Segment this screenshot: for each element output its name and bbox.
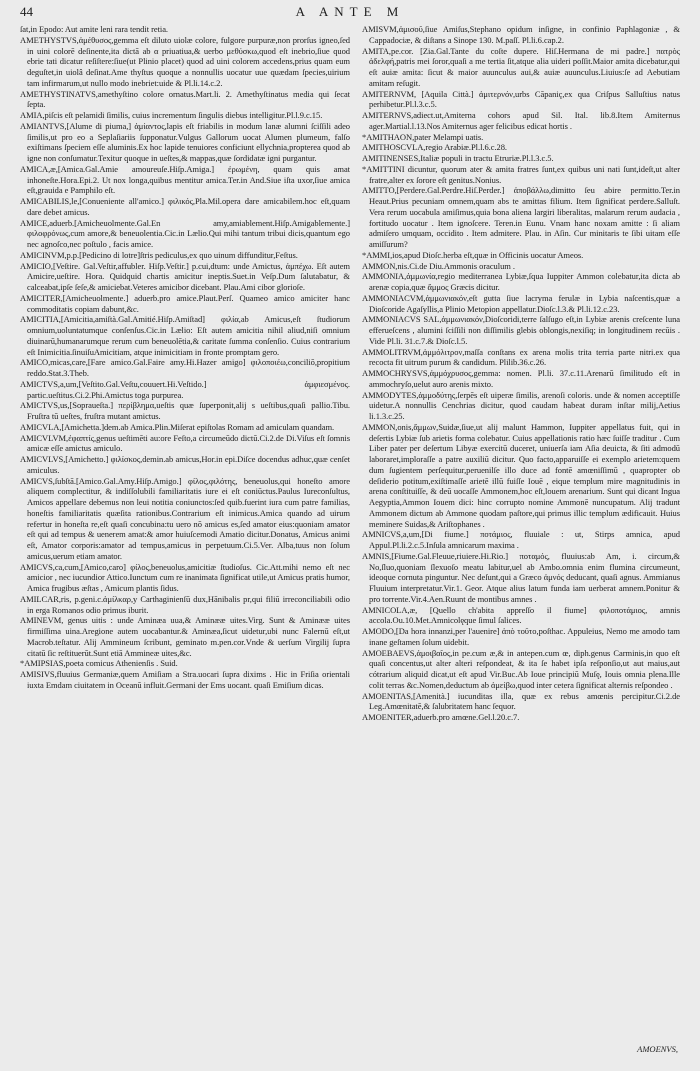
right-column: [362, 24, 680, 1038]
dictionary-entry: AMITERNVM, [Aquila Città.] ἀμιτερνόν,urbs Cāpaniç,ex qua Criſpus Salluſtius natus perhibetur.Pl.l.3.c.5.: [362, 88, 680, 110]
dictionary-entry: AMICITIA,[Amicitia,amiſtà.Gal.Amitié.Hiſp.Amiſtad] φιλία,ab Amicus,eſt ſtudiorum omnium,uoluntatumque conſenſus.Cic.in Lælio: Eſt autem amicitia nihil aliud,niſi omnium diuinarū,humanarumque rerum cum beneuolētia,& caritate ſumma conſenſio. Cuius contrarium eſt Inimicitia.ſinuiſuAmicitiam, atque inimicitiam in fronte promptam gero.: [20, 314, 350, 357]
dictionary-entry: AMMONIACVS SAL,ἀμμωνιακόν,Dioſcoridi,terre ſalſugo eſt,in Lybiæ arenis creſcente luna efferueſcens , alumini ſciſſili non diſſimilis glebis oblongis,nexiſiq; in longitudinem recūis . Vide Pl.li. 31.c.7.& Dioſc.l.5.: [362, 314, 680, 346]
dictionary-entry: AMNIS,[Fiume.Gal.Fleuue,riuiere.Hi.Rio.] ποταμός, fluuius:ab Am, i. circum,& No,ſluo,quoniam ſlexuoſo meatu labitur,uel ab Ambo.omnia enim flumina circumeunt, ideoque cornuta pinguntur. Nec deſunt,qui a Græco ἀμνός deducant, quaſi agnus. Ammianus Fluuium interpretatur.Vir.1. Geor. Atque alius latum funda iam uerberat amnem.Ponitur & pro torrente.Vir.4.Aen.Ruunt de montibus amnes .: [362, 550, 680, 604]
dictionary-entry: AMIA,piſcis eſt pelamidi ſimilis, cuius incrementum ſingulis diebus intelligitur.Pl.l.9.c.15.: [20, 110, 323, 120]
dictionary-entry: AMMOLITRVM,ἀμμόλιτρον,maſſa conſtans ex arena molis trita terria parte nitri.ex qua recocta fit uitrum purum & candidum. Plilib.36.c.26.: [362, 346, 680, 368]
dictionary-entry: *AMIPSIAS,poeta comicus Athenienſis . Suid.: [20, 658, 178, 669]
dictionary-entry: AMICVS,ca,cum,[Amico,caro] φίλος,beneuolus,amicitiæ ſtudioſus. Cic.Att.mihi nemo eſt nec amicior , nec iucundior Attico.Iunctum cum re inanimata ſignificat utile,ut Amicus pratis humor, Amica frugibus æſtas , Amicum plantis ſidus.: [20, 561, 350, 593]
dictionary-entry: AMITHOSCVLA,regio Arabiæ.Pl.l.6.c.28.: [362, 142, 508, 153]
running-head: A ANTE M: [295, 4, 405, 19]
dictionary-entry: AMICABILIS,le,[Conueniente all'amico.] φιλικός,Pla.Mil.opera dare amicabilem.hoc eſt,quam dare debet amicus.: [20, 196, 350, 217]
dictionary-entry: AMMON,nis.Ci.de Diu.Ammonis oraculum .: [362, 260, 515, 271]
dictionary-entry: AMICTVS,a,um,[Veſtito.Gal.Veſtu,couuert.Hi.Veſtido.] ἀμφιεσμένος. partic.ueſtitus.Ci.2.Phi.Amictus toga purpurea.: [20, 378, 350, 400]
dictionary-entry: AMOEBAEVS,ἀμοιβαῖος,in pe.cum æ,& in antepen.cum œ, diph.genus Carminis,in quo eſt quaſi concentus,ut alter alteri reſpondeat, & ita ſe habet ipſa reſponſio,ut aut maius,aut cótrarium aliquid dicat,ut eſt apud Vir.Buc.Ab Ioue principiū Muſę, Iouis omnia plena.Ille colit terras &c.Nomen,deductum ab ἀμείβω,quod inter cetera ſignificat alternis reſpondeo .: [362, 647, 680, 690]
dictionary-entry: AMICTVS,us,[Sopraueſta.] περίβλημα,ueſtis quæ ſuperponit,alij s ueſtibus,quaſi pallio.Tibu. Fruſtra tū ueſtes, fruſtra mutant amictus.: [20, 400, 350, 421]
dictionary-entry: AMILCAR,ris, p.geni.c.ἀμίλκαρ,y Carthaginienſū dux,Hānibalis pr,qui filiū irreconciliabili odio in erga Romanos odio primus iburit.: [20, 593, 350, 615]
dictionary-entry: AMMON,onis,ἄμμων,Suidæ,ſiue,ut alij malunt Hammon, Iuppiter appellatus fuit, qui in deſertis Lybiæ ſub arietis forma colebatur. Cuius appellationis ratio hæc ſuiſſe traditur . Cum Liber pater per deſertum Libyæ exercitū duceret, uniuerſa iam Aſia deuicta, & ſiti admodū laboraret,imploraſſe a patre auxiliū dicitur. Quo facto,apparuiſſe ei exemplo arietem:quem dum ſugientem perſequitur,peruenilſe illo duce ad fontē amœniſſimū , quapropter ob deſiderio potitum,exiſtimaſſe arietē illū fuiſſe Iouē , eique templum mire magnitudinis in arena conſtituiſſe, & deū uocaſſe Ammonem,hoc eſt,louem arenarium. Sunt qui dicant Ingua Aegyptia,Ammon Iouem dici: hinc corrupto nomine Ammonē nuncupatum. Alij tradunt Ammonem dictum ab Ammone quodam paſtore,qui primus illic templum ædificauit. Huius meminere Suidas,& Ariſtophanes .: [362, 421, 680, 529]
dictionary-entry: AMITINENSES,Italiæ populi in tractu Etruriæ.Pl.l.3.c.5.: [362, 153, 554, 163]
dictionary-entry: AMMODYTES,ἀμμοδύτης,ſerpēs eſt uiperæ ſimilis, arenoſi coloris. unde & nomen acceptiſſe uidetur.A nonnullis Cenchrias dicitur, quod caudam habeat duram inſtar milij,Aetius li.1.3.c.25.: [362, 389, 680, 421]
dictionary-entry: AMICITER,[Amicheuolmente.] aduerb.pro amice.Plaut.Perſ. Quameo amico amiciter hanc commoditatis copiam dabunt,&c.: [20, 292, 350, 314]
dictionary-entry: AMICA,æ,[Amica.Gal.Amie amoureuſe.Hiſp.Amiga.] ἐρωμένη, quam quis amat inhoneſte.Hora.Epi.2. Ut nox longa,quibus mentitur amica.Ter.in And.Siue iſta uxor,ſiue amica eſt,grauida e Pamphilo eſt.: [20, 163, 350, 196]
left-column: [20, 24, 350, 1038]
dictionary-entry: ſat,in Epodo: Aut amite leni rara tendit retia.: [20, 24, 169, 34]
page-header: [20, 4, 680, 20]
dictionary-entry: AMETHYSTVS,ἀμέθυσος,gemma eſt diluto uiolæ colore, fulgore purpuræ,non prorſus igneo,ſed in uini colorē deſinente,ita dictā ab α priuatiua,& uerbo μεθύσκω,quod eſt inebrio,ſiue quod ebrie tati dicatur reſiſtere:ſiue(ut Plinio placet) quod ad uini colorem accedens,prius quam eum deguſtet,in uiolâ deſinat.Ame thyſtus quoque a nonnullis uocatur uue quædam ſpecies,uirium tam infirmarum,ut nullo modo inebriet:uide & Pl.li.14.c.2.: [20, 34, 350, 88]
catchword: AMOENVS,: [637, 1044, 678, 1054]
dictionary-entry: AMMOCHRYSVS,ἀμμόχρυσος,gemma: nomen. Pl.li. 37.c.11.Arenarū ſimilitudo eſt in ammochryſo,uelut auro arenis mixto.: [362, 368, 680, 389]
dictionary-entry: AMISIVS,fluuius Germaniæ,quem Amiſiam a Stra.uocari ſupra dixims . Hic in Friſia orientali iuxta Emdam ciuitatem in Oceanū influit.Germani der Ems uocant. quaſi Emiſium dicas.: [20, 669, 350, 690]
dictionary-entry: AMOENITAS,[Amenità.] iucunditas illa, quæ ex rebus amœnis percipitur.Ci.2.de Leg.Amœnitatē,& ſalubritatem hanc ſequor.: [362, 690, 680, 712]
dictionary-entry: AMINEVM, genus uitis : unde Aminæa uua,& Aminææ uites.Virg. Sunt & Aminææ uites firmiſſima uina.Aregione autem uocabantur.& Aminæa,ſicut uidetur,ubi nunc Falernū eſt,ut Macrob.teſtatur. Alij Ammineum ſcribunt, geminato m.pen.cor.Vnde & uerſum Virgilij ſupra citatū ſic reſtituerūt.Sunt etiā Ammineæ uites,&c.: [20, 615, 350, 658]
dictionary-entry: AMITTO,[Perdere.Gal.Perdre.Hiſ.Perder.] ἀποβάλλω,dimitto ſeu abire permitto.Ter.in Heaut.Prius pecuniam omnem,quam abs te amittas filium. Item ſignificat perdere.Salluſt. Vera rerum uocabula amiſimus,quia bona aliena largiri liberalitas, malarum rerum audacia , fortitudo uocatur . Item ignoſcere. Teren.in Eunu. Vnam hanc noxam amitte : ſi aliam admiſero umquam, occidito . Item admitere. Plau. in Aſin. Cur minitaris te ſibi uitam eſſe amiſſurum?: [362, 185, 680, 249]
dictionary-entry: AMETHYSTINATVS,amethyſtino colore ornatus.Mart.li. 2. Amethyſtinatus media qui ſecat ſepta.: [20, 88, 350, 110]
dictionary-entry: AMICVS,ſubſtā.[Amico.Gal.Amy.Hiſp.Amigo.] φίλος,φιλότης, beneuolus,qui honeſto amore aliquem complectitur, & indiſſolubili familiaritatis iure ei eſt coniūctus.Paulus Iureconſultus, Amicos appellare debemus non leui notitia coniunctos:ſed quib.fuerint iura cum patre familias, honeſtis familiaritatis quæſita rationibus.Contrarium eſt inimicus.Amica quando ad uirum refertur in honeſta re,eſt quaſi concubina:tu uero nō amicus es,ſed amator eius:quoniam amator eſt qui ad tempus & uenerem amat:& amor huiuſcemodi Amatio dicitur.Donatus, Amicus animi eſt, Amator corporis:amator ad tempus,amicus in perpetuum.Ci.5.Ver. Alba,tuus non ſolum amicus,uerum etiam amator.: [20, 475, 350, 561]
dictionary-entry: AMICO,micas,care,[Fare amico.Gal.Faire amy.Hi.Hazer amigo] φιλοποιέω,conciliō,propitium reddo.Stat.3.Theb.: [20, 357, 350, 378]
dictionary-entry: AMIANTVS,[Alume di piuma,] ἀμίαντος,lapis eſt friabilis in modum lanæ alumni ſciſſili adeo ſimilis,ut pro eo a Seplaſiariis ſupponatur.Vulgus Gallorum uocat Alumen plumeum, falſo exiſtimans ſpeciem eſſe aluminis.Ex hoc lapide tenuiores conficiunt ellychnia,propterea quod ab igne non conſumatur.Texitur quoque in ueſtes,& mappas,quæ ſordidatæ igni purgantur.: [20, 120, 350, 163]
dictionary-entry: AMICVLVM,ἐφαπτίς,genus ueſtimēti au:ore Feſto,a circumeūdo dictū.Ci.2.de Di.Viſus eſt ſomnis amicæ eſſe amictus amiculo.: [20, 432, 350, 454]
dictionary-entry: AMNICVS,a,um,[Di fiume.] ποτάμιος, fluuiale : ut, Stirps amnica, apud Appul.Pl.li.2.c.5.Inſula amnicarum maxima .: [362, 529, 680, 550]
dictionary-entry: AMODO,[Da hora innanzi,per l'auenire] ἀπὸ τοῦτο,poſthac. Appuleius, Nemo me amodo tam inane geſtamen ſolum uidebit.: [362, 626, 680, 647]
dictionary-entry: AMMONIA,ἀμμωνία,regio mediterranea Lybiæ,ſqua Iuppiter Ammon colebatur,ita dicta ab arenæ copia,quæ ἄμμος Græcis dicitur.: [362, 271, 680, 292]
dictionary-entry: AMICIO,[Veſtire. Gal.Veſtir,affubler. Hiſp.Veſtir.] p.cui,dtum: unde Amictus, ἀμπέχω. Eſt autem Amicire,ueſtire. Hora. Quidquid chartis amicitur ineptis.Suet.in Veſp.Dum ſalutabatur, & calceabat,ipſe ſeſe,& amiciebat.Veteres amicibor dicebant. Plau.Ami cibor glorioſe.: [20, 260, 350, 292]
dictionary-entry: AMICVLA,[Amichetta.]dem.ab Amica.Plin.Miſerat epiſtolas Romam ad amiculam quandam.: [20, 421, 335, 432]
dictionary-entry: AMITERNVS,adiect.ut,Amiterna cohors apud Sil. Ital. lib.8.Item Amiternus ager.Martial.l.13.Nos Amiternus ager felicibus edicat hortis .: [362, 110, 680, 131]
dictionary-entry: *AMITTINI dicuntur, quorum ater & amita fratres ſunt,ex quibus uni nati ſunt,ideſt,ut alter fratre,alter ex ſorore eſt genitus.Nonius.: [362, 163, 680, 185]
dictionary-entry: AMICVLVS,[Amichetto.] φιλίσκος,demin.ab amicus,Hor.in epi.Diſce docendus adhuc,quæ cenſet amiculus.: [20, 454, 350, 475]
dictionary-entry: AMNICOLA,æ, [Quello ch'abita appreſſo il fiume] φιλοποτάμιος, amnis accola.Ou.10.Met.Amnicolęque ſimul ſalices.: [362, 604, 680, 626]
dictionary-entry: AMICINVM,p.p.[Pedicino di lotre]ſtris pediculus,ex quo uinum diffunditur,Feſtus.: [20, 249, 298, 260]
dictionary-entry: AMISVM,ἀμισοῦ,ſiue Amiſus,Stephano opidum inſigne, in confinio Paphlagoniæ , & Cappadociæ, & diſtans a Sinope 130. M.paſſ. Pl.li.6.cap.2.: [362, 24, 680, 45]
dictionary-entry: *AMITHAON,pater Melampi uatis.: [362, 131, 484, 142]
page-number: 44: [20, 4, 33, 19]
dictionary-entry: *AMMI,ios,apud Dioſc.herba eſt,quæ in Officinis uocatur Ameos.: [362, 249, 584, 260]
dictionary-entry: AMITA,pe.cor. [Zia.Gal.Tante du coſte dupere. Hiſ.Hermana de mi padre.] πατρὸς ἀδελφή,patris mei ſoror,quaſi a me tertia ſit,atque alia uideri poſſit.Maior amita dicebatur,qui eſt auiæ amita: ſicut & maior auunculus aui,& auiæ auunculus.Liuius:ſe ad Aebutiam amitam reſugit.: [362, 45, 680, 88]
dictionary-entry: AMOENITER,aduerb.pro amœne.Gel.l.20.c.7.: [362, 712, 520, 722]
dictionary-entry: AMICE,aduerb.[Amicheuolmente.Gal.En amy,amiablement.Hiſp.Amigablemente.] φιλοφρόνως,cum amore,& beneuolentia.Cic.in Lælio.Qui mihi tantum tribui dicis,quantum ego nec agnoſco,nec poſtulo , facis amice.: [20, 217, 350, 249]
dictionary-entry: AMMONIACVM,ἀμμωνιακόν,eſt gutta ſiue lacryma ferulæ in Lybia naſcentis,quæ a Dioſcoride Agaſyllis,a Plinio Metopion appellatur.Dioſc.l.3.& Pl.li.12.c.23.: [362, 292, 680, 314]
